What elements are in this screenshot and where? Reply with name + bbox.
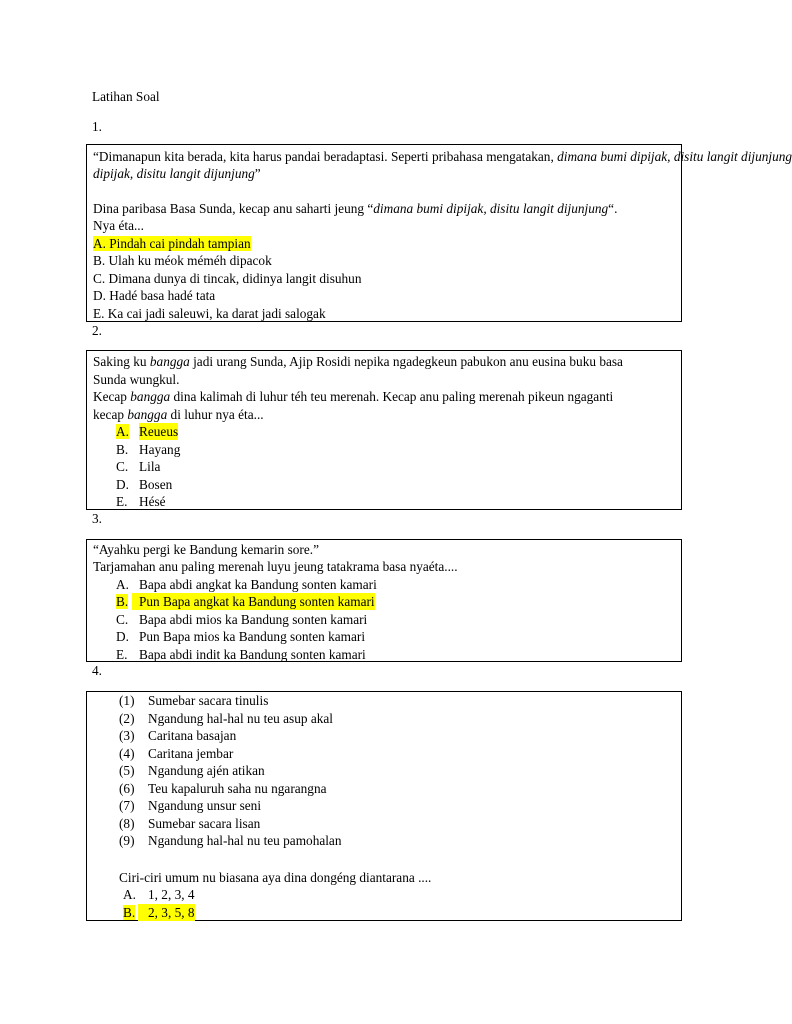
question-2-number: 2. — [92, 323, 102, 338]
q2-option-e: E. Hésé — [116, 494, 166, 509]
q2-line2: Sunda wungkul. — [93, 372, 180, 387]
q1-stem-line2: Nya éta... — [93, 218, 144, 233]
q4-item: (4) Caritana jembar — [119, 746, 234, 761]
q3-option-d: D. Pun Bapa mios ka Bandung sonten kamari — [116, 629, 366, 644]
q2-option-b: B. Hayang — [116, 442, 181, 457]
question-1-number: 1. — [92, 119, 102, 134]
q4-option-b: B. 2, 3, 5, 8 — [123, 905, 195, 920]
q1-option-a: A. Pindah cai pindah tampian — [93, 236, 251, 251]
q4-item: (7) Ngandung unsur seni — [119, 798, 262, 813]
q1-option-d: D. Hadé basa hadé tata — [93, 288, 216, 303]
q3-line1: “Ayahku pergi ke Bandung kemarin sore.” — [93, 542, 319, 557]
q4-item: (1) Sumebar sacara tinulis — [119, 693, 269, 708]
q2-line3: Kecap bangga dina kalimah di luhur téh teu merenah. Kecap anu paling merenah pikeun ngaganti — [93, 389, 614, 404]
q4-item: (6) Teu kapaluruh saha nu ngarangna — [119, 781, 327, 796]
q2-option-c: C. Lila — [116, 459, 161, 474]
q4-item: (2) Ngandung hal-hal nu teu asup akal — [119, 711, 333, 726]
question-1-box — [86, 144, 792, 322]
q3-line2: Tarjamahan anu paling merenah luyu jeung tatakrama basa nyaéta.... — [93, 559, 458, 574]
q4-option-a: A. 1, 2, 3, 4 — [123, 887, 195, 902]
q4-item: (5) Ngandung ajén atikan — [119, 763, 265, 778]
q3-option-b: B. Pun Bapa angkat ka Bandung sonten kamari — [116, 594, 375, 609]
q2-line4: kecap bangga di luhur nya éta... — [93, 407, 264, 422]
q3-option-c: C. Bapa abdi mios ka Bandung sonten kamari — [116, 612, 368, 627]
question-3-number: 3. — [92, 511, 102, 526]
q4-item: (9) Ngandung hal-hal nu teu pamohalan — [119, 833, 342, 848]
q1-option-b: B. Ulah ku méok méméh dipacok — [93, 253, 272, 268]
q1-option-c: C. Dimana dunya di tincak, didinya langit disuhun — [93, 271, 362, 286]
q1-stem-line1: Dina paribasa Basa Sunda, kecap anu saharti jeung “dimana bumi dipijak, disitu langit dijunjung“. — [93, 201, 618, 216]
question-4-box — [86, 691, 682, 921]
q2-option-d: D. Bosen — [116, 477, 173, 492]
q1-quote-line1: “Dimanapun kita berada, kita harus pandai beradaptasi. Seperti pribahasa mengatakan, dimana bumi dipijak, disitu langit dijunjung — [93, 149, 792, 164]
q3-option-a: A. Bapa abdi angkat ka Bandung sonten kamari — [116, 577, 377, 592]
question-3-box — [86, 539, 682, 662]
q1-option-e: E. Ka cai jadi saleuwi, ka darat jadi salogak — [93, 306, 326, 321]
q1-quote-line2: dipijak, disitu langit dijunjung” — [93, 166, 261, 181]
q2-option-a: A. Reueus — [116, 424, 179, 439]
question-2-box — [86, 350, 682, 510]
q3-option-e: E. Bapa abdi indit ka Bandung sonten kamari — [116, 647, 366, 662]
q4-item: (8) Sumebar sacara lisan — [119, 816, 261, 831]
question-4-number: 4. — [92, 663, 102, 678]
q4-question: Ciri-ciri umum nu biasana aya dina dongéng diantarana .... — [119, 870, 432, 885]
document-title: Latihan Soal — [92, 89, 160, 104]
q2-line1: Saking ku bangga jadi urang Sunda, Ajip Rosidi nepika ngadegkeun pabukon anu eusina buku basa — [93, 354, 623, 369]
q1-quote-italic-cont: dipijak, disitu langit dijunjung — [93, 166, 255, 181]
q4-item: (3) Caritana basajan — [119, 728, 237, 743]
